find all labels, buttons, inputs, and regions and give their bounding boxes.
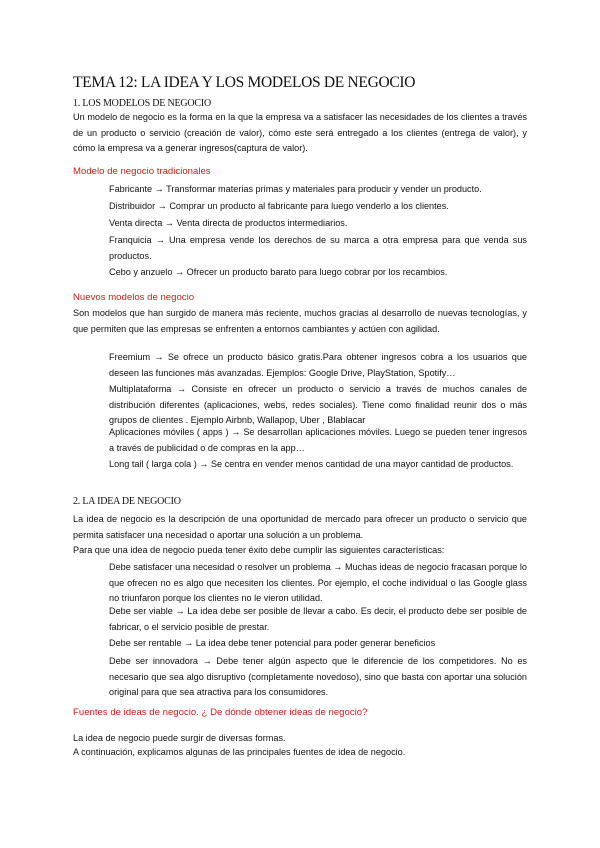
paragraph-new-models-intro: Son modelos que han surgido de manera más reciente, muchos gracias al desarrollo de nuevas tecnologías, y que permiten que las empresas se enfrenten a entornos cambiantes y actúen con agilidad.: [73, 308, 527, 334]
list-item-multiplataforma: Multiplataforma → Consiste en ofrecer un producto o servicio a través de muchos canales de distribución diferentes (aplicaciones, webs, redes sociales). Tiene como finalidad reunir dos o más grupos de clientes . Ejemplo Airbnb, Wallapop, Uber , Blablacar: [109, 384, 527, 425]
list-item-innovadora: Debe ser innovadora → Debe tener algún aspecto que le diferencie de los competidores. No es necesario que sea algo disruptivo (completamente novedoso), sino que basta con aportar una solución original para que sea atractiva para los consumidores.: [109, 656, 527, 697]
paragraph-sources-line2: A continuación, explicamos algunas de las principales fuentes de idea de negocio.: [73, 747, 406, 757]
page-title: TEMA 12: LA IDEA Y LOS MODELOS DE NEGOCIO: [73, 74, 416, 91]
paragraph-characteristics-lead: Para que una idea de negocio pueda tener éxito debe cumplir las siguientes características:: [73, 545, 445, 555]
paragraph-business-model-definition: Un modelo de negocio es la forma en la que la empresa va a satisfacer las necesidades de los clientes a través de un producto o servicio (creación de valor), cómo este será entregado a los clientes (entrega de valor), y cómo la empresa va a generar ingresos(captura de valor).: [73, 112, 527, 153]
section-heading-business-idea: 2. LA IDEA DE NEGOCIO: [73, 496, 181, 507]
subheading-traditional-models: Modelo de negocio tradicionales: [73, 166, 211, 177]
list-item-venta-directa: Venta directa → Venta directa de productos intermediarios.: [109, 218, 348, 228]
list-item-satisfacer-necesidad: Debe satisfacer una necesidad o resolver un problema → Muchas ideas de negocio fracasan porque lo que ofrecen no es algo que necesiten los clientes. Por ejemplo, el coche individual o las Google glass no triunfaron porque los clientes no le vieron utilidad.: [109, 562, 527, 603]
list-item-viable: Debe ser viable → La idea debe ser posible de llevar a cabo. Es decir, el producto debe ser posible de fabricar, o el servicio posible de prestar.: [109, 606, 527, 632]
subheading-idea-sources: Fuentes de ideas de negocio. ¿ De dónde obtener ideas de negocio?: [73, 707, 368, 718]
paragraph-sources-line1: La idea de negocio puede surgir de diversas formas.: [73, 733, 286, 743]
list-item-aplicaciones-moviles: Aplicaciones móviles ( apps ) → Se desarrollan aplicaciones móviles. Luego se pueden tener ingresos a través de publicidad o de compras en la app…: [109, 427, 527, 453]
list-item-rentable: Debe ser rentable → La idea debe tener potencial para poder generar beneficios: [109, 638, 436, 648]
list-item-long-tail: Long tail ( larga cola ) → Se centra en vender menos cantidad de una mayor cantidad de productos.: [109, 459, 514, 469]
list-item-cebo-anzuelo: Cebo y anzuelo → Ofrecer un producto barato para luego cobrar por los recambios.: [109, 267, 448, 277]
paragraph-business-idea-definition: La idea de negocio es la descripción de una oportunidad de mercado para ofrecer un producto o servicio que permita satisfacer una necesidad o aportar una solución a un problema.: [73, 514, 527, 540]
section-heading-business-models: 1. LOS MODELOS DE NEGOCIO: [73, 98, 212, 109]
subheading-new-models: Nuevos modelos de negocio: [73, 292, 195, 303]
list-item-franquicia: Franquicia → Una empresa vende los derechos de su marca a otra empresa para que venda sus productos.: [109, 235, 527, 261]
list-item-freemium: Freemium → Se ofrece un producto básico gratis.Para obtener ingresos cobra a los usuarios que deseen las funciones más avanzadas. Ejemplos: Google Drive, PlayStation, Spotify…: [109, 352, 527, 378]
list-item-fabricante: Fabricante → Transformar materias primas y materiales para producir y vender un producto.: [109, 184, 482, 194]
list-item-distribuidor: Distribuidor → Comprar un producto al fabricante para luego venderlo a los clientes.: [109, 201, 449, 211]
